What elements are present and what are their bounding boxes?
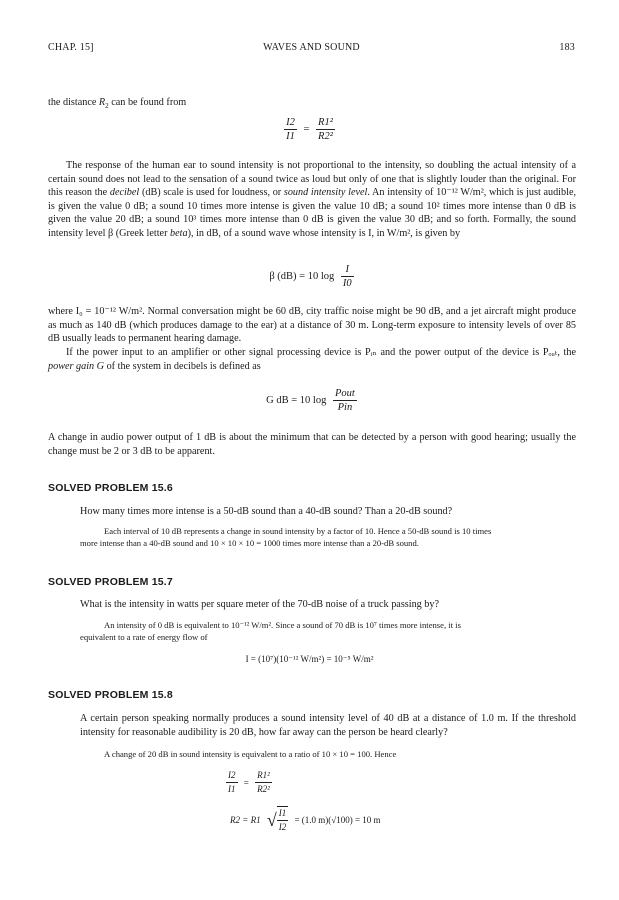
problem-15-8-question: A certain person speaking normally produces a sound intensity level of 40 dB at a distance of 1.0 m. If the threshold intensity for reasonable audibility is 20 dB, how far away can the person be heard clearly? (80, 713, 577, 738)
paragraph-audibility: A change in audio power output of 1 dB is about the minimum that can be detected by a person with good hearing; usually the change must be 2 or 3 dB to be apparent. (48, 432, 576, 457)
problem-15-7-answer: An intensity of 0 dB is equivalent to 10⁻¹² W/m². Since a sound of 70 dB is 10⁷ times more intense, it is equivalent to a rate of energy flow of (80, 620, 461, 642)
equation-power-gain: G dB = 10 log $\frac{\text{Pout}}{\text{Pin}}$ (266, 388, 355, 413)
intro-line: the distance $R_2$ can be found from (48, 97, 187, 111)
running-header (48, 42, 575, 56)
problem-15-6-heading: SOLVED PROBLEM 15.6 (48, 482, 173, 494)
chapter-label: CHAP. 15] (48, 42, 94, 53)
problem-15-8-equation-distance: R2 = R1 √ $\frac{I1}{I2}$ = (1.0 m)(√100) = 10 m (230, 808, 381, 832)
problem-15-7-heading: SOLVED PROBLEM 15.7 (48, 576, 173, 588)
paragraph-decibel: The response of the human ear to sound intensity is not proportional to the intensity, so doubling the actual intensity of a certain sound does not lead to the sensation of a sound twice as loud but only of one that is slightly louder than the original. For this reason the decibel (dB) scale is used for loudness, or sound intensity level. An intensity of 10⁻¹² W/m², which is just audible, is given the value 0 dB; a sound 10 times more intense is given the value 10 dB; a sound 10² times more intense than 0 dB is given the value 20 dB; a sound 10³ times more intense than 0 dB is given the value 30 dB; and so forth. Formally, the sound intensity level β (Greek letter beta), in dB, of a sound wave whose intensity is I, in W/m², is given by (48, 160, 577, 239)
equation-intensity-ratio: $\frac{I2}{I1}$ = $\frac{\text{R1²}}{\text{R2²}}$ (286, 117, 333, 142)
problem-15-8-equation-ratio: $\frac{I2}{I1}$ = $\frac{\text{R1²}}{\text{R2²}}$ (228, 770, 270, 794)
problem-15-6-question: How many times more intense is a 50-dB sound than a 40-dB sound? Than a 20-dB sound? (80, 506, 453, 517)
page-number: 183 (559, 42, 575, 53)
paragraph-examples: where I₀ = 10⁻¹² W/m². Normal conversation might be 60 dB, city traffic noise might be 90 dB, and a jet aircraft might produce as much as 140 dB (which produces damage to the ear) at a distance of 30 m. Long-term exposure to intensity levels of over 85 dB usually leads to permanent hearing damage. (48, 306, 577, 345)
problem-15-6-answer: Each interval of 10 dB represents a change in sound intensity by a factor of 10. Hence a 50-dB sound is 10 times more intense than a 40-dB sound and 10 × 10 × 10 = 1000 times more intense than a 20-dB sound. (80, 526, 492, 548)
paragraph-power-gain: If the power input to an amplifier or other signal processing device is Pᵢₙ and the power output of the device is Pₒᵤₜ, the power gain G of the system in decibels is defined as (48, 347, 576, 372)
problem-15-8-answer: A change of 20 dB in sound intensity is equivalent to a ratio of 10 × 10 = 100. Hence (104, 749, 397, 759)
problem-15-7-equation: I = (10⁷)(10⁻¹² W/m²) = 10⁻⁵ W/m² (245, 654, 374, 664)
problem-15-8-heading: SOLVED PROBLEM 15.8 (48, 689, 173, 701)
problem-15-7-question: What is the intensity in watts per square meter of the 70-dB noise of a truck passing by? (80, 599, 440, 610)
equation-sound-level: β (dB) = 10 log $\frac{I}{I0}$ (269, 264, 352, 289)
chapter-title: WAVES AND SOUND (263, 42, 360, 53)
